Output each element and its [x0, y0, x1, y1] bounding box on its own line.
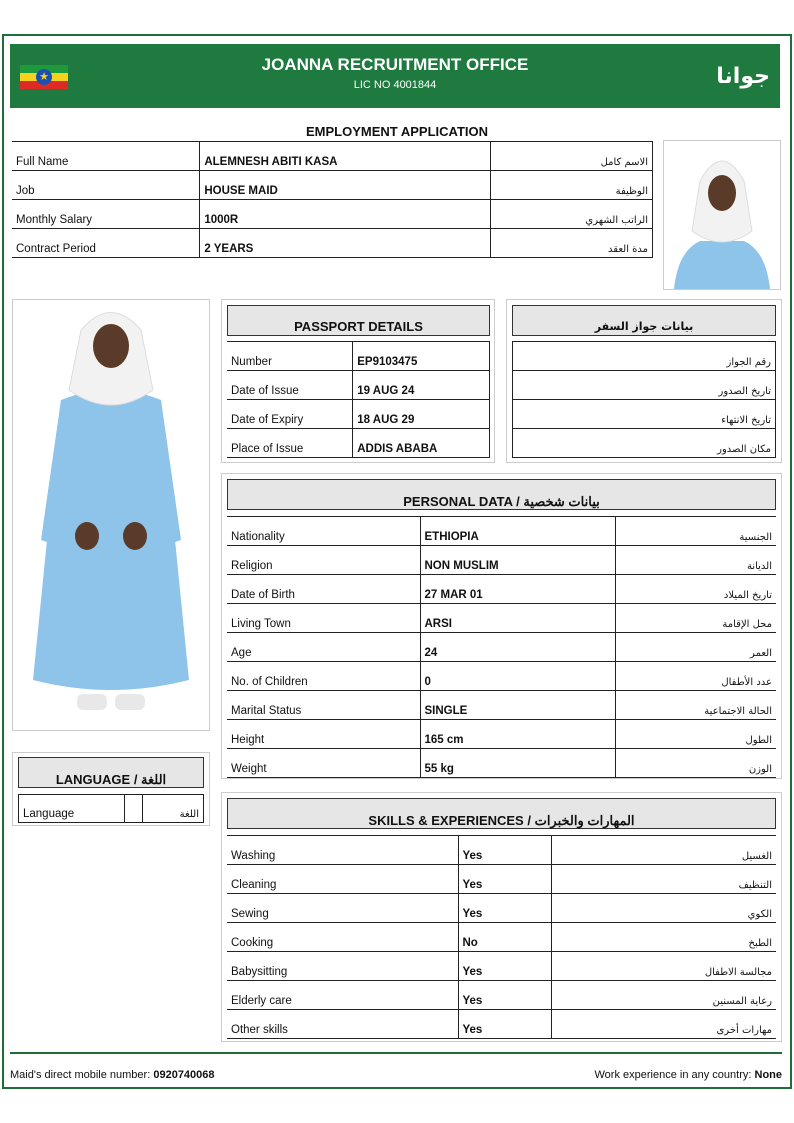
personal-value: 55 kg: [420, 749, 615, 778]
portrait-photo: [663, 140, 781, 290]
personal-label-ar: تاريخ الميلاد: [615, 575, 776, 604]
summary-value: 2 YEARS: [200, 229, 491, 258]
skill-row: [227, 865, 776, 894]
personal-label: Marital Status: [227, 691, 420, 720]
personal-label: Weight: [227, 749, 420, 778]
brand-arabic: جوانا: [716, 64, 770, 89]
personal-row: [227, 691, 776, 720]
passport-value: EP9103475: [353, 342, 490, 371]
summary-label-ar: الاسم كامل: [491, 142, 653, 171]
mobile-value: 0920740068: [153, 1069, 215, 1081]
skill-label: Other skills: [227, 1010, 458, 1039]
passport-label-ar: تاريخ الصدور: [513, 371, 776, 400]
personal-row: [227, 575, 776, 604]
personal-value: 165 cm: [420, 720, 615, 749]
summary-row: [12, 171, 653, 200]
passport-row: [227, 429, 490, 458]
language-table: [18, 794, 204, 823]
passport-label: Number: [227, 342, 353, 371]
office-name: JOANNA RECRUITMENT OFFICE: [261, 55, 529, 74]
personal-label: Height: [227, 720, 420, 749]
personal-row: [227, 720, 776, 749]
experience-value: None: [754, 1069, 782, 1081]
header-banner: [10, 44, 780, 108]
experience-label: Work experience in any country:: [594, 1069, 752, 1081]
skill-label: Babysitting: [227, 952, 458, 981]
personal-label-ar: عدد الأطفال: [615, 662, 776, 691]
summary-label: Full Name: [12, 142, 200, 171]
summary-row: [12, 200, 653, 229]
summary-label-ar: الوظيفة: [491, 171, 653, 200]
personal-value: 0: [420, 662, 615, 691]
license-number: LIC NO 4001844: [353, 79, 437, 91]
personal-value: SINGLE: [420, 691, 615, 720]
passport-row: [227, 371, 490, 400]
personal-label: Nationality: [227, 517, 420, 546]
personal-label: Age: [227, 633, 420, 662]
passport-label: Date of Issue: [227, 371, 353, 400]
personal-table: [227, 516, 776, 778]
personal-value: 27 MAR 01: [420, 575, 615, 604]
summary-row: [12, 142, 653, 171]
skill-label-ar: مهارات أخرى: [551, 1010, 776, 1039]
skill-value: Yes: [458, 894, 551, 923]
summary-value: ALEMNESH ABITI KASA: [200, 142, 491, 171]
personal-label: Living Town: [227, 604, 420, 633]
passport-value: 19 AUG 24: [353, 371, 490, 400]
skill-row: [227, 923, 776, 952]
language-row: [19, 795, 204, 823]
language-title: LANGUAGE / اللغة: [18, 757, 204, 788]
skill-label: Sewing: [227, 894, 458, 923]
skill-label-ar: الطبخ: [551, 923, 776, 952]
personal-row: [227, 517, 776, 546]
personal-label-ar: الطول: [615, 720, 776, 749]
passport-row: [227, 342, 490, 371]
passport-table: [227, 341, 490, 458]
summary-label-ar: الراتب الشهري: [491, 200, 653, 229]
skill-value: Yes: [458, 981, 551, 1010]
full-body-image: [13, 300, 209, 730]
personal-title: PERSONAL DATA / بيانات شخصية: [227, 479, 776, 510]
summary-label: Contract Period: [12, 229, 200, 258]
personal-label-ar: الحالة الاجتماعية: [615, 691, 776, 720]
skill-row: [227, 1010, 776, 1039]
full-body-photo: [12, 299, 210, 731]
personal-row: [227, 546, 776, 575]
summary-label-ar: مدة العقد: [491, 229, 653, 258]
passport-label-ar: مكان الصدور: [513, 429, 776, 458]
skill-row: [227, 952, 776, 981]
personal-label-ar: الجنسية: [615, 517, 776, 546]
passport-label-ar: رقم الجواز: [513, 342, 776, 371]
language-label-ar: اللغة: [143, 795, 204, 823]
skill-label: Washing: [227, 836, 458, 865]
personal-row: [227, 749, 776, 778]
summary-table: [12, 141, 653, 258]
skill-label-ar: رعاية المسنين: [551, 981, 776, 1010]
summary-label: Monthly Salary: [12, 200, 200, 229]
personal-label-ar: محل الإقامة: [615, 604, 776, 633]
passport-row-ar: [513, 342, 776, 371]
passport-label: Place of Issue: [227, 429, 353, 458]
skill-label-ar: الغسيل: [551, 836, 776, 865]
experience-line: [595, 1069, 783, 1081]
personal-value: 24: [420, 633, 615, 662]
personal-row: [227, 633, 776, 662]
skill-label: Cleaning: [227, 865, 458, 894]
passport-row-ar: [513, 400, 776, 429]
skill-value: No: [458, 923, 551, 952]
passport-table-ar: [512, 341, 776, 458]
personal-label: Religion: [227, 546, 420, 575]
passport-row-ar: [513, 371, 776, 400]
summary-value: 1000R: [200, 200, 491, 229]
personal-label: Date of Birth: [227, 575, 420, 604]
skill-value: Yes: [458, 952, 551, 981]
passport-value: 18 AUG 29: [353, 400, 490, 429]
summary-row: [12, 229, 653, 258]
skills-title: SKILLS & EXPERIENCES / المهارات والخبرات: [227, 798, 776, 829]
passport-title: PASSPORT DETAILS: [227, 305, 490, 336]
mobile-number-line: [10, 1069, 215, 1081]
personal-value: ARSI: [420, 604, 615, 633]
passport-title-ar: بيانات جواز السفر: [512, 305, 776, 336]
portrait-image: [664, 141, 780, 289]
skill-row: [227, 981, 776, 1010]
language-label: Language: [19, 795, 125, 823]
application-title: EMPLOYMENT APPLICATION: [306, 124, 488, 139]
skill-value: Yes: [458, 865, 551, 894]
skill-label: Elderly care: [227, 981, 458, 1010]
summary-label: Job: [12, 171, 200, 200]
personal-label: No. of Children: [227, 662, 420, 691]
personal-label-ar: العمر: [615, 633, 776, 662]
personal-row: [227, 662, 776, 691]
skill-label: Cooking: [227, 923, 458, 952]
personal-label-ar: الوزن: [615, 749, 776, 778]
skill-value: Yes: [458, 836, 551, 865]
passport-row-ar: [513, 429, 776, 458]
skill-value: Yes: [458, 1010, 551, 1039]
personal-value: ETHIOPIA: [420, 517, 615, 546]
footer-divider: [10, 1052, 782, 1054]
skills-table: [227, 835, 776, 1039]
skill-row: [227, 836, 776, 865]
passport-row: [227, 400, 490, 429]
skill-row: [227, 894, 776, 923]
summary-value: HOUSE MAID: [200, 171, 491, 200]
skill-label-ar: الكوي: [551, 894, 776, 923]
language-value-1: [125, 795, 143, 823]
passport-label: Date of Expiry: [227, 400, 353, 429]
personal-value: NON MUSLIM: [420, 546, 615, 575]
skill-label-ar: مجالسة الاطفال: [551, 952, 776, 981]
ethiopia-flag-icon: ★: [20, 65, 68, 89]
personal-row: [227, 604, 776, 633]
mobile-label: Maid's direct mobile number:: [10, 1069, 151, 1081]
skill-label-ar: التنظيف: [551, 865, 776, 894]
passport-value: ADDIS ABABA: [353, 429, 490, 458]
personal-label-ar: الديانة: [615, 546, 776, 575]
passport-label-ar: تاريخ الانتهاء: [513, 400, 776, 429]
